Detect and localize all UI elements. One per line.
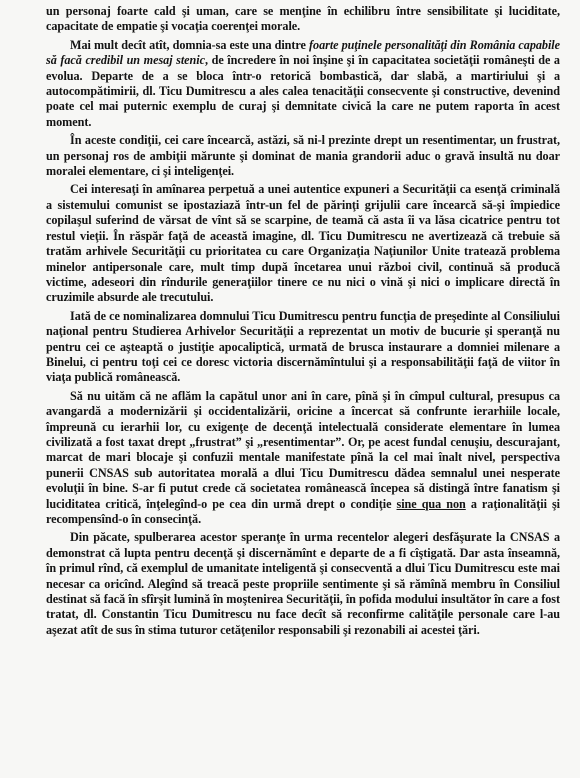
paragraph-7: Din păcate, spulberarea acestor speranţe în urma recentelor alegeri desfăşurate la CNSAS a demonstrat că lupta pentru decenţă şi discernămînt e departe de a fi cîştigată. Dar asta înseamnă, în primul rînd, că exemplul de umanitate inteligentă şi consecventă a dlui Ticu Dumitrescu este mai necesar ca oricînd. Alegînd să treacă peste propriile sentimente şi să rămînă membru în Consiliul destinat să facă în sfîrşit lumină în moştenirea Securităţii, în pofida modului insultător în care a fost tratat, dl. Constantin Ticu Dumitrescu nu face decît să reconfirme calităţile personale care l-au aşezat atît de sus în stima tuturor cetăţenilor responsabili şi rezonabili ai acestei ţări. bbox=[46, 530, 560, 637]
paragraph-4: Cei interesaţi în amînarea perpetuă a unei autentice expuneri a Securităţii ca esenţă criminală a sistemului comunist se ipostaziază într-un fel de părinţi grijulii care încearcă să-şi împiedice copilaşul suferind de vărsat de vînt să se scarpine, de teamă că asta îi va lăsa cicatrice pentru tot restul vieţii. În răspăr faţă de această imagine, dl. Ticu Dumitrescu ne avertizează că trebuie să tratăm arhivele Securităţii cu prioritatea cu care Organizaţia Naţiunilor Unite tratează problema minelor antipersonale care, mult timp după încetarea unui război civil, continuă să producă victime, adeseori din rîndurile generaţiilor tinere ce nu nici o vină şi nici o implicare directă în cruzimile absurde ale trecutului. bbox=[46, 182, 560, 305]
paragraph-2-start: Mai mult decît atît, domnia-sa este una dintre bbox=[70, 37, 310, 52]
paragraph-6-start: Să nu uităm că ne aflăm la capătul unor ani în care, pînă şi în cîmpul cultural, presupus ca avangardă a modernizării şi occidentalizării, oricine a încercat să confrunte ierarhiile locale, împreună cu ierarhii lor, cu exigenţe de decenţă intelectuală considerate elementare în lumea civilizată a fost taxat drept „frustrat” şi „resentimentar”. Or, pe acest fundal cenuşiu, descurajant, marcat de mari blocaje şi confuzii mentale manifestate pînă la cel mai înalt nivel, perspectiva punerii CNSAS sub autoritatea morală a dlui Ticu Dumitrescu dădea semnalul unei nesperate evoluţii în bine. S-ar fi putut crede că societatea românească începea să distingă între fanatism şi luciditatea critică, înţelegînd-o pe cea din urmă drept o condiţie bbox=[46, 388, 560, 511]
paragraph-1: un personaj foarte cald şi uman, care se menţine în echilibru între sensibilitate şi luciditate, capacitate de empatie şi vocaţia coerenţei morale. bbox=[46, 4, 560, 34]
paragraph-6-end: a raţionalităţii şi recompensînd-o în consecinţă. bbox=[46, 496, 560, 526]
paragraph-6 bbox=[46, 389, 560, 528]
paragraph-2 bbox=[46, 38, 560, 130]
paragraph-5: Iată de ce nominalizarea domnului Ticu Dumitrescu pentru funcţia de preşedinte al Consiliului naţional pentru Studierea Arhivelor Securităţii a reprezentat un motiv de bucurie şi speranţă nu pentru cei ce aşteaptă o justiţie apocaliptică, urmată de brusca instaurare a domniei milenare a Binelui, ci pentru toţi cei ce doresc victoria discernămîntului şi a responsabilităţii faţă de viitor în viaţa publică românească. bbox=[46, 308, 560, 385]
paragraph-2-italic-phrase: foarte puţinele personalităţi din România capabile să facă credibil un mesaj stenic bbox=[46, 37, 560, 68]
paragraph-3: În aceste condiţii, cei care încearcă, astăzi, să ni-l prezinte drept un resentimentar, un frustrat, un personaj ros de ambiţii mărunte şi dominat de mania grandorii aduc o gravă insultă nu doar moralei elementare, ci şi inteligenţei. bbox=[46, 133, 560, 179]
paragraph-2-end: , de încredere în noi înşine şi în capacitatea societăţii româneşti de a evolua. Departe de a se bloca într-o retorică bombastică, dar slabă, a martiriului şi a autocompătimirii, dl. Ticu Dumitrescu a ales calea tenacităţii consecvente şi constructive, devenind poate cel mai puternic exemplu de curaj şi demnitate civică la care ne putem raporta în acest moment. bbox=[46, 53, 560, 129]
paragraph-6-underlined-phrase: sine qua non bbox=[396, 496, 466, 511]
